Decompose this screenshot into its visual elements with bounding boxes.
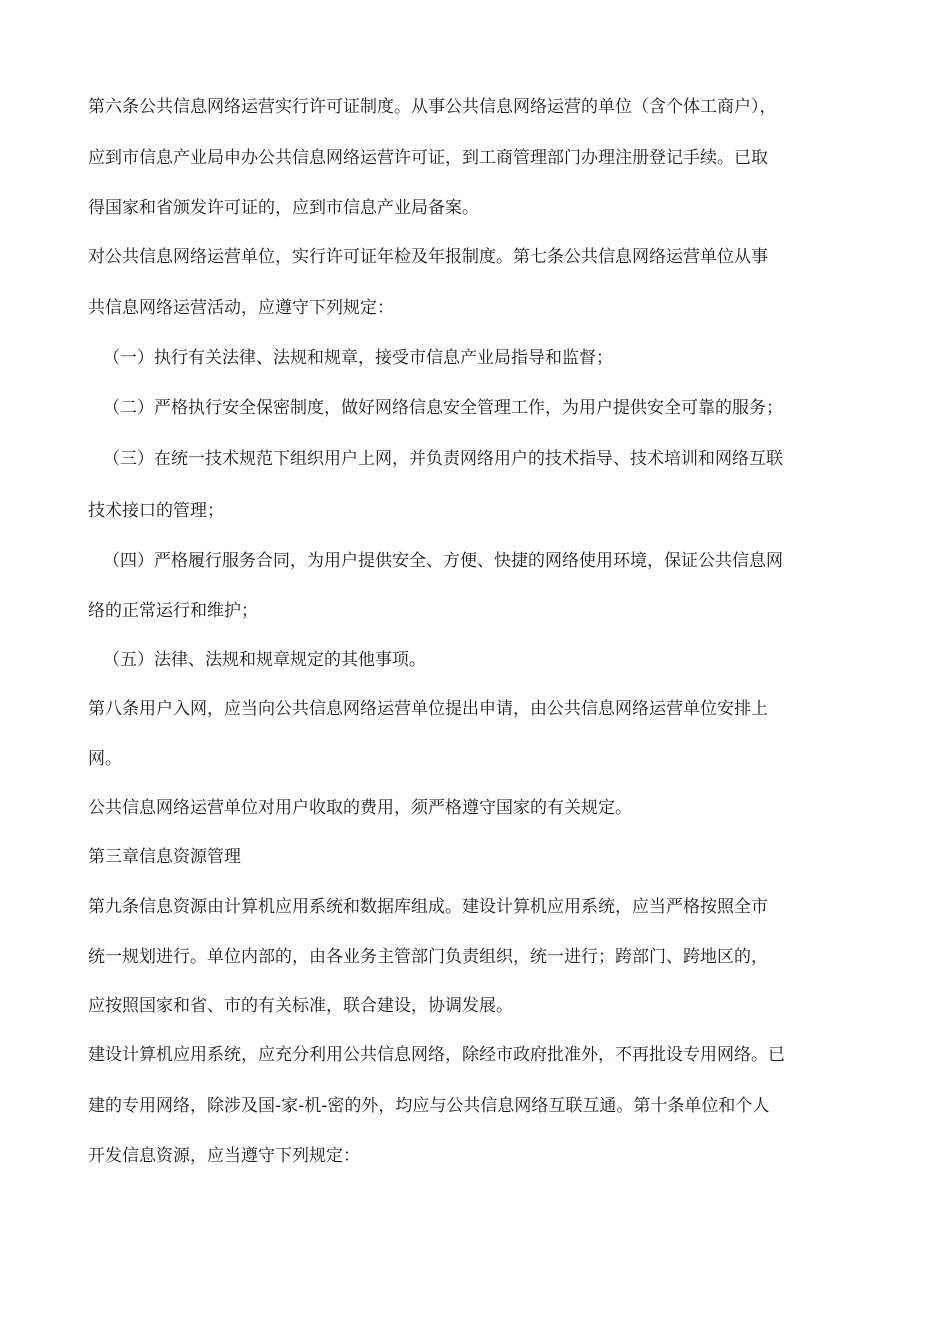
text-line: 对公共信息网络运营单位，实行许可证年检及年报制度。第七条公共信息网络运营单位从事 (88, 247, 768, 267)
list-item: （二）严格执行安全保密制度，做好网络信息安全管理工作，为用户提供安全可靠的服务； (103, 398, 783, 418)
text-line: 第六条公共信息网络运营实行许可证制度。从事公共信息网络运营的单位（含个体工商户）， (88, 97, 777, 117)
text-line: 应按照国家和省、市的有关标准，联合建设，协调发展。 (88, 996, 513, 1016)
text-line: 络的正常运行和维护； (88, 601, 258, 621)
text-line: 技术接口的管理； (88, 501, 224, 521)
text-line: 得国家和省颁发许可证的，应到市信息产业局备案。 (88, 198, 479, 218)
text-line: 应到市信息产业局申办公共信息网络运营许可证，到工商管理部门办理注册登记手续。已取 (88, 148, 768, 168)
chapter-heading: 第三章信息资源管理 (88, 847, 241, 867)
text-line: 公共信息网络运营单位对用户收取的费用，须严格遵守国家的有关规定。 (88, 798, 632, 818)
list-item: （三）在统一技术规范下组织用户上网，并负责网络用户的技术指导、技术培训和网络互联 (103, 449, 783, 469)
text-line: 网。 (88, 749, 122, 769)
text-line: 开发信息资源，应当遵守下列规定： (88, 1146, 360, 1166)
text-line: 统一规划进行。单位内部的，由各业务主管部门负责组织，统一进行；跨部门、跨地区的， (88, 947, 768, 967)
text-line: 建设计算机应用系统，应充分利用公共信息网络，除经市政府批准外，不再批设专用网络。已 (88, 1045, 785, 1065)
list-item: （一）执行有关法律、法规和规章，接受市信息产业局指导和监督； (103, 348, 613, 368)
list-item: （四）严格履行服务合同，为用户提供安全、方便、快捷的网络使用环境，保证公共信息网 (103, 551, 783, 571)
list-item: （五）法律、法规和规章规定的其他事项。 (103, 650, 426, 670)
text-line: 建的专用网络，除涉及国-家-机-密的外，均应与公共信息网络互联互通。第十条单位和个人 (88, 1096, 770, 1116)
text-line: 共信息网络运营活动，应遵守下列规定： (88, 298, 394, 318)
text-line: 第九条信息资源由计算机应用系统和数据库组成。建设计算机应用系统，应当严格按照全市 (88, 897, 768, 917)
text-line: 第八条用户入网，应当向公共信息网络运营单位提出申请，由公共信息网络运营单位安排上 (88, 699, 768, 719)
